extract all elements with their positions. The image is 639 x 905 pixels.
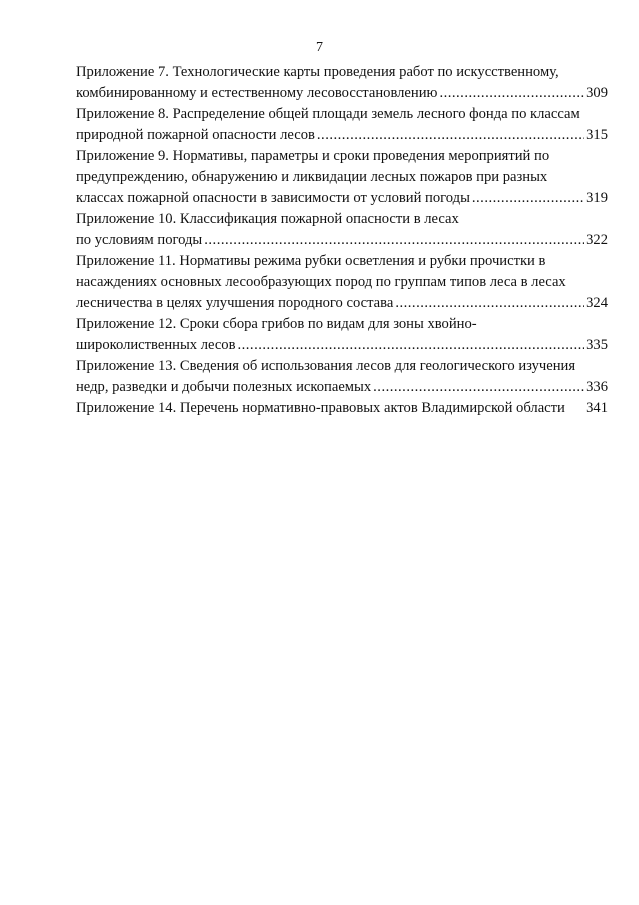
toc-entry-final-line — [76, 377, 608, 398]
toc-entry-title-line: по условиям погоды — [76, 232, 203, 248]
toc-page-number: 322 — [586, 232, 608, 248]
toc-entry-title-line: Приложение 8. Распределение общей площади земель лесного фонда по классам — [76, 106, 580, 122]
dot-leader — [373, 377, 584, 398]
toc-page-number: 319 — [586, 190, 608, 206]
toc-entry-title-line: Приложение 11. Нормативы режима рубки осветления и рубки прочистки в — [76, 253, 546, 269]
toc-entry — [76, 314, 608, 356]
toc-entry-final-line — [76, 398, 608, 419]
toc-entry-title-line: природной пожарной опасности лесов — [76, 127, 315, 143]
toc-entry-title-line: классах пожарной опасности в зависимости от условий погоды — [76, 190, 470, 206]
dot-leader — [439, 83, 584, 104]
dot-leader — [395, 293, 584, 314]
toc-entry-title-line: Приложение 9. Нормативы, параметры и сроки проведения мероприятий по — [76, 148, 550, 164]
toc-entry-title-line: недр, разведки и добычи полезных ископаемых — [76, 379, 372, 395]
toc-page-number: 309 — [586, 85, 608, 101]
toc-entry-final-line — [76, 335, 608, 356]
dot-leader — [204, 230, 584, 251]
toc-entry — [76, 356, 608, 398]
toc-entry-final-line — [76, 188, 608, 209]
toc-entry — [76, 209, 608, 251]
toc-entry-title-line: насаждениях основных лесообразующих пород по группам типов леса в лесах — [76, 274, 566, 290]
dot-leader — [317, 125, 584, 146]
toc-entry — [76, 251, 608, 314]
toc-entry — [76, 62, 608, 104]
toc-entry-title-line: Приложение 14. Перечень нормативно-правовых актов Владимирской области — [76, 400, 565, 416]
toc-entry-title-line: Приложение 12. Сроки сбора грибов по видам для зоны хвойно- — [76, 316, 477, 332]
dot-leader — [237, 335, 584, 356]
toc-page-number: 341 — [586, 400, 608, 416]
toc-entry — [76, 146, 608, 209]
dot-leader — [472, 188, 584, 209]
toc-entry-final-line — [76, 230, 608, 251]
toc-page-number: 335 — [586, 337, 608, 353]
toc-entry-title-line: Приложение 13. Сведения об использования лесов для геологического изучения — [76, 358, 576, 374]
toc-entry-title-line: Приложение 7. Технологические карты проведения работ по искусственному, — [76, 64, 559, 80]
toc-entry — [76, 398, 608, 419]
toc-page-number: 315 — [586, 127, 608, 143]
page-number: 7 — [316, 40, 323, 55]
toc-entry-title-line: предупреждению, обнаружению и ликвидации лесных пожаров при разных — [76, 169, 548, 185]
toc-entry-final-line — [76, 293, 608, 314]
toc-entry-final-line — [76, 125, 608, 146]
table-of-contents — [76, 62, 608, 419]
toc-page-number: 324 — [586, 295, 608, 311]
toc-entry-title-line: широколиственных лесов — [76, 337, 236, 353]
toc-entry-title-line: лесничества в целях улучшения породного состава — [76, 295, 394, 311]
toc-entry-final-line — [76, 83, 608, 104]
toc-entry — [76, 104, 608, 146]
toc-entry-title-line: Приложение 10. Классификация пожарной опасности в лесах — [76, 211, 459, 227]
toc-page-number: 336 — [586, 379, 608, 395]
toc-entry-title-line: комбинированному и естественному лесовосстановлению — [76, 85, 438, 101]
